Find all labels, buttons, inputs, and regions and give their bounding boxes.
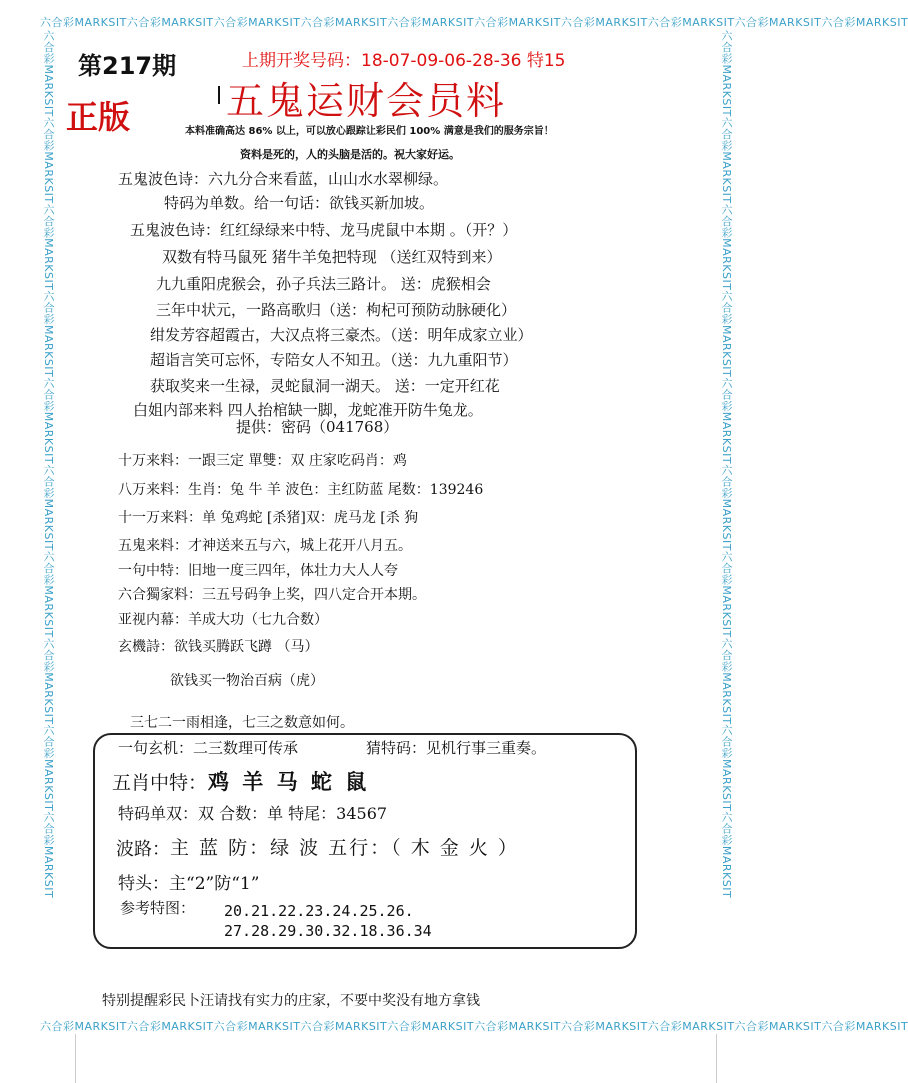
- border-watermark-right: 六合彩MARKSIT六合彩MARKSIT六合彩MARKSIT六合彩MARKSIT六合彩MARKSIT六合彩MARKSIT六合彩MARKSIT六合彩MARKSIT六合彩MARKSIT六合彩MARKSIT: [720, 30, 733, 899]
- tip-line: 一句中特：旧地一度三四年，体壮力大人人夸: [118, 563, 398, 579]
- page-title: 五鬼运财会员料: [226, 79, 507, 123]
- poem1-line: 五鬼波色诗：六九分合来看蓝，山山水水翠柳绿。: [118, 170, 449, 188]
- tip-line: 六合獨家料：三五号码争上奖，四八定合开本期。: [118, 587, 426, 603]
- ref-label: 参考特图：: [120, 899, 196, 917]
- password-line: 提供：密码（041768）: [236, 418, 399, 436]
- page-bottom-edge: [75, 1034, 717, 1083]
- border-watermark-left: 六合彩MARKSIT六合彩MARKSIT六合彩MARKSIT六合彩MARKSIT六合彩MARKSIT六合彩MARKSIT六合彩MARKSIT六合彩MARKSIT六合彩MARKSIT六合彩MARKSIT: [42, 30, 55, 899]
- tip-line: 亚视内幕：羊成大功（七九合数）: [118, 612, 328, 628]
- border-watermark-bottom: 六合彩MARKSIT六合彩MARKSIT六合彩MARKSIT六合彩MARKSIT六合彩MARKSIT六合彩MARKSIT六合彩MARKSIT六合彩MARKSIT六合彩MARKSIT六合彩MARKSIT: [40, 1020, 908, 1033]
- poem2-line: 双数有特马鼠死 猪牛羊兔把特现 （送红双特到来）: [162, 248, 502, 266]
- bolu-label: 波路：: [116, 839, 170, 860]
- ref-line-2: 27.28.29.30.32.18.36.34: [224, 922, 432, 940]
- poem2-line: 超诣言笑可忘怀，专陪女人不知丑。（送：九九重阳节）: [150, 351, 518, 369]
- poem2-line: 绀发芳容超霞古，大汉点将三豪杰。（送：明年成家立业）: [150, 326, 533, 344]
- wuxiao-value: 鸡 羊 马 蛇 鼠: [208, 769, 370, 794]
- edition-label: 正版: [66, 98, 131, 136]
- tip-line: 十万来料：一跟三定 單雙：双 庄家吃码肖：鸡: [118, 453, 407, 469]
- border-watermark-top: 六合彩MARKSIT六合彩MARKSIT六合彩MARKSIT六合彩MARKSIT六合彩MARKSIT六合彩MARKSIT六合彩MARKSIT六合彩MARKSIT六合彩MARKSIT六合彩MARKSIT: [40, 16, 908, 29]
- poem2-line: 三年中状元，一路高歌归（送：枸杞可预防动脉硬化）: [156, 301, 517, 319]
- danshuang-line: 特码单双：双 合数：单 特尾：34567: [118, 804, 388, 823]
- caite-line: 猜特码：见机行事三重奏。: [366, 739, 547, 757]
- tip-line: 八万来料：生肖：兔 牛 羊 波色：主红防蓝 尾数：139246: [118, 482, 484, 498]
- ref-line-1: 20.21.22.23.24.25.26.: [224, 902, 414, 920]
- last-draw-numbers: 上期开奖号码：18-07-09-06-28-36 特15: [242, 51, 566, 71]
- footer-note: 特别提醒彩民卜汪请找有实力的庄家，不要中奖没有地方拿钱: [102, 993, 480, 1009]
- subtitle: 本料准确高达 86% 以上，可以放心跟踪让彩民们 100% 满意是我们的服务宗旨！: [185, 126, 554, 137]
- wuxiao-label: 五肖中特：: [112, 772, 208, 794]
- tip-line: 欲钱买一物治百病（虎）: [170, 673, 324, 689]
- poem2-line: 白姐内部来料 四人抬棺缺一脚，龙蛇准开防牛兔龙。: [133, 401, 483, 419]
- poem1-line: 特码为单数。给一句话：欲钱买新加坡。: [164, 194, 435, 212]
- poem2-line: 获取奖来一生禄，灵蛇鼠洞一湖天。 送：一定开红花: [150, 377, 500, 395]
- tetou-line: 特头：主“2”防“1”: [118, 874, 260, 894]
- xuanji-line: 一句玄机：二三数理可传承: [118, 739, 299, 757]
- tip-line: 玄機詩：欲钱买腾跃飞蹲 （马）: [118, 639, 319, 655]
- tip-line: 五鬼来料：才神送来五与六，城上花开八月五。: [118, 538, 412, 554]
- bolu-value: 主 蓝 防：绿 波 五行：（ 木 金 火 ）: [170, 837, 519, 859]
- poem2-line: 五鬼波色诗：红红绿绿来中特、龙马虎鼠中本期 。（开？）: [130, 221, 518, 239]
- issue-number: 第217期: [78, 52, 177, 80]
- motto: 资料是死的，人的头脑是活的。祝大家好运。: [240, 148, 460, 161]
- title-divider: [218, 86, 220, 104]
- tip-line: 三七二一雨相逢，七三之数意如何。: [130, 715, 354, 731]
- tip-line: 十一万来料：单 兔鸡蛇 [杀猪]双：虎马龙 [杀 狗: [118, 510, 419, 526]
- poem2-line: 九九重阳虎猴会，孙子兵法三路计。 送：虎猴相会: [156, 275, 491, 293]
